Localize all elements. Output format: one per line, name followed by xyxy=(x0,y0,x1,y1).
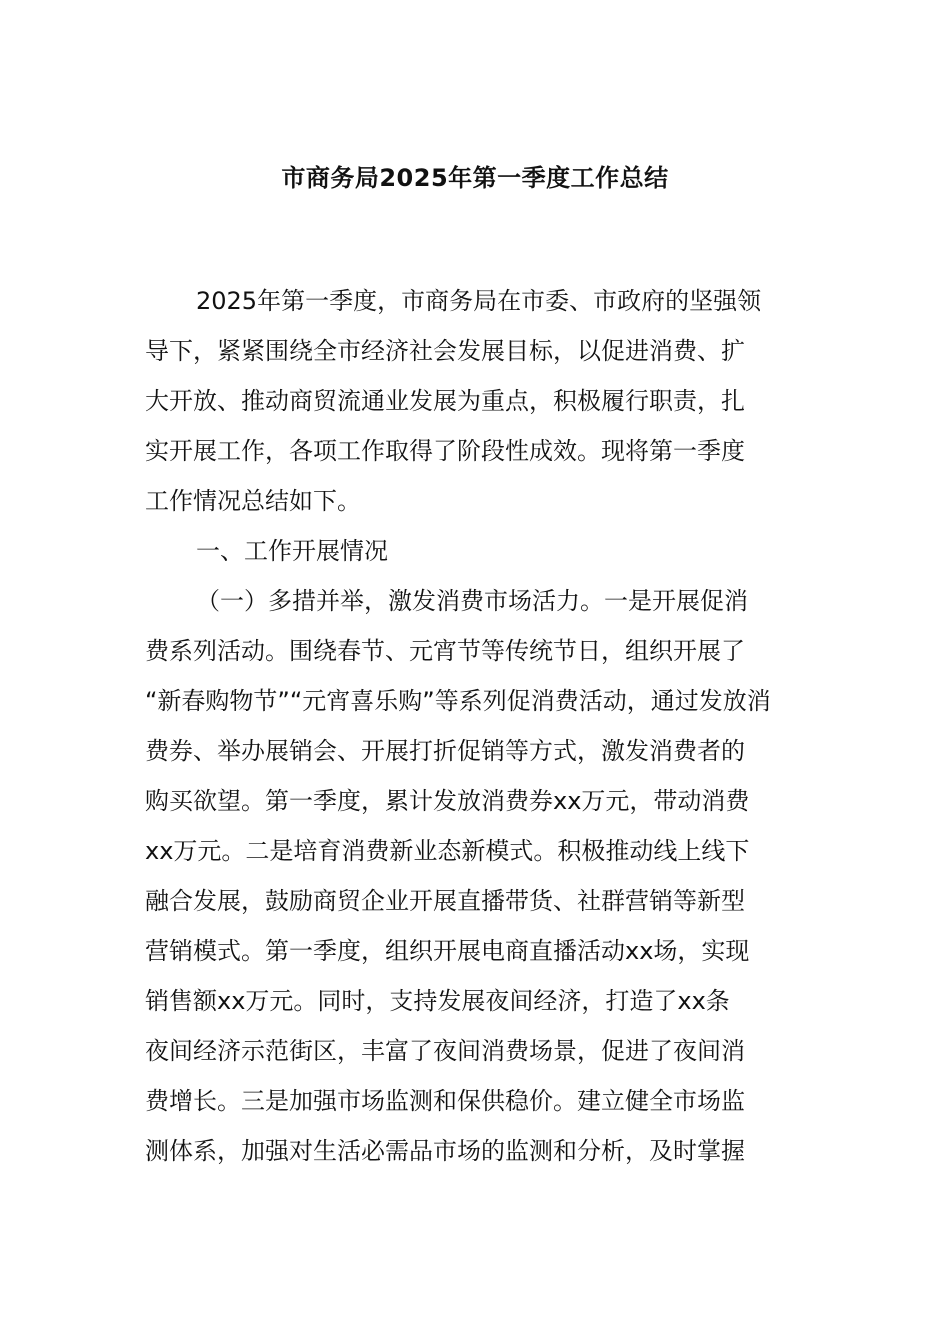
body-line: 费增长。三是加强市场监测和保供稳价。建立健全市场监 xyxy=(145,1087,745,1115)
body-line: 费系列活动。围绕春节、元宵节等传统节日，组织开展了 xyxy=(145,637,745,665)
body-line: 销售额xx万元。同时，支持发展夜间经济，打造了xx条 xyxy=(145,987,730,1015)
body-line: “新春购物节”“元宵喜乐购”等系列促消费活动，通过发放消 xyxy=(145,687,771,715)
body-line: 2025年第一季度，市商务局在市委、市政府的坚强领 xyxy=(196,287,762,315)
body-line: 夜间经济示范街区，丰富了夜间消费场景，促进了夜间消 xyxy=(145,1037,745,1065)
body-line: xx万元。二是培育消费新业态新模式。积极推动线上线下 xyxy=(145,837,750,865)
body-line: 融合发展，鼓励商贸企业开展直播带货、社群营销等新型 xyxy=(145,887,745,915)
body-line: 工作情况总结如下。 xyxy=(145,487,361,515)
body-line: 费券、举办展销会、开展打折促销等方式，激发消费者的 xyxy=(145,737,745,765)
body-line: （一）多措并举，激发消费市场活力。一是开展促消 xyxy=(196,587,748,615)
section-heading: 一、工作开展情况 xyxy=(196,537,388,565)
body-line: 购买欲望。第一季度，累计发放消费券xx万元，带动消费 xyxy=(145,787,750,815)
document-title: 市商务局2025年第一季度工作总结 xyxy=(281,164,669,192)
body-line: 导下，紧紧围绕全市经济社会发展目标，以促进消费、扩 xyxy=(145,337,745,365)
body-line: 大开放、推动商贸流通业发展为重点，积极履行职责，扎 xyxy=(145,387,745,415)
body-line: 营销模式。第一季度，组织开展电商直播活动xx场，实现 xyxy=(145,937,750,965)
body-line: 测体系，加强对生活必需品市场的监测和分析，及时掌握 xyxy=(145,1137,745,1165)
body-line: 实开展工作，各项工作取得了阶段性成效。现将第一季度 xyxy=(145,437,745,465)
